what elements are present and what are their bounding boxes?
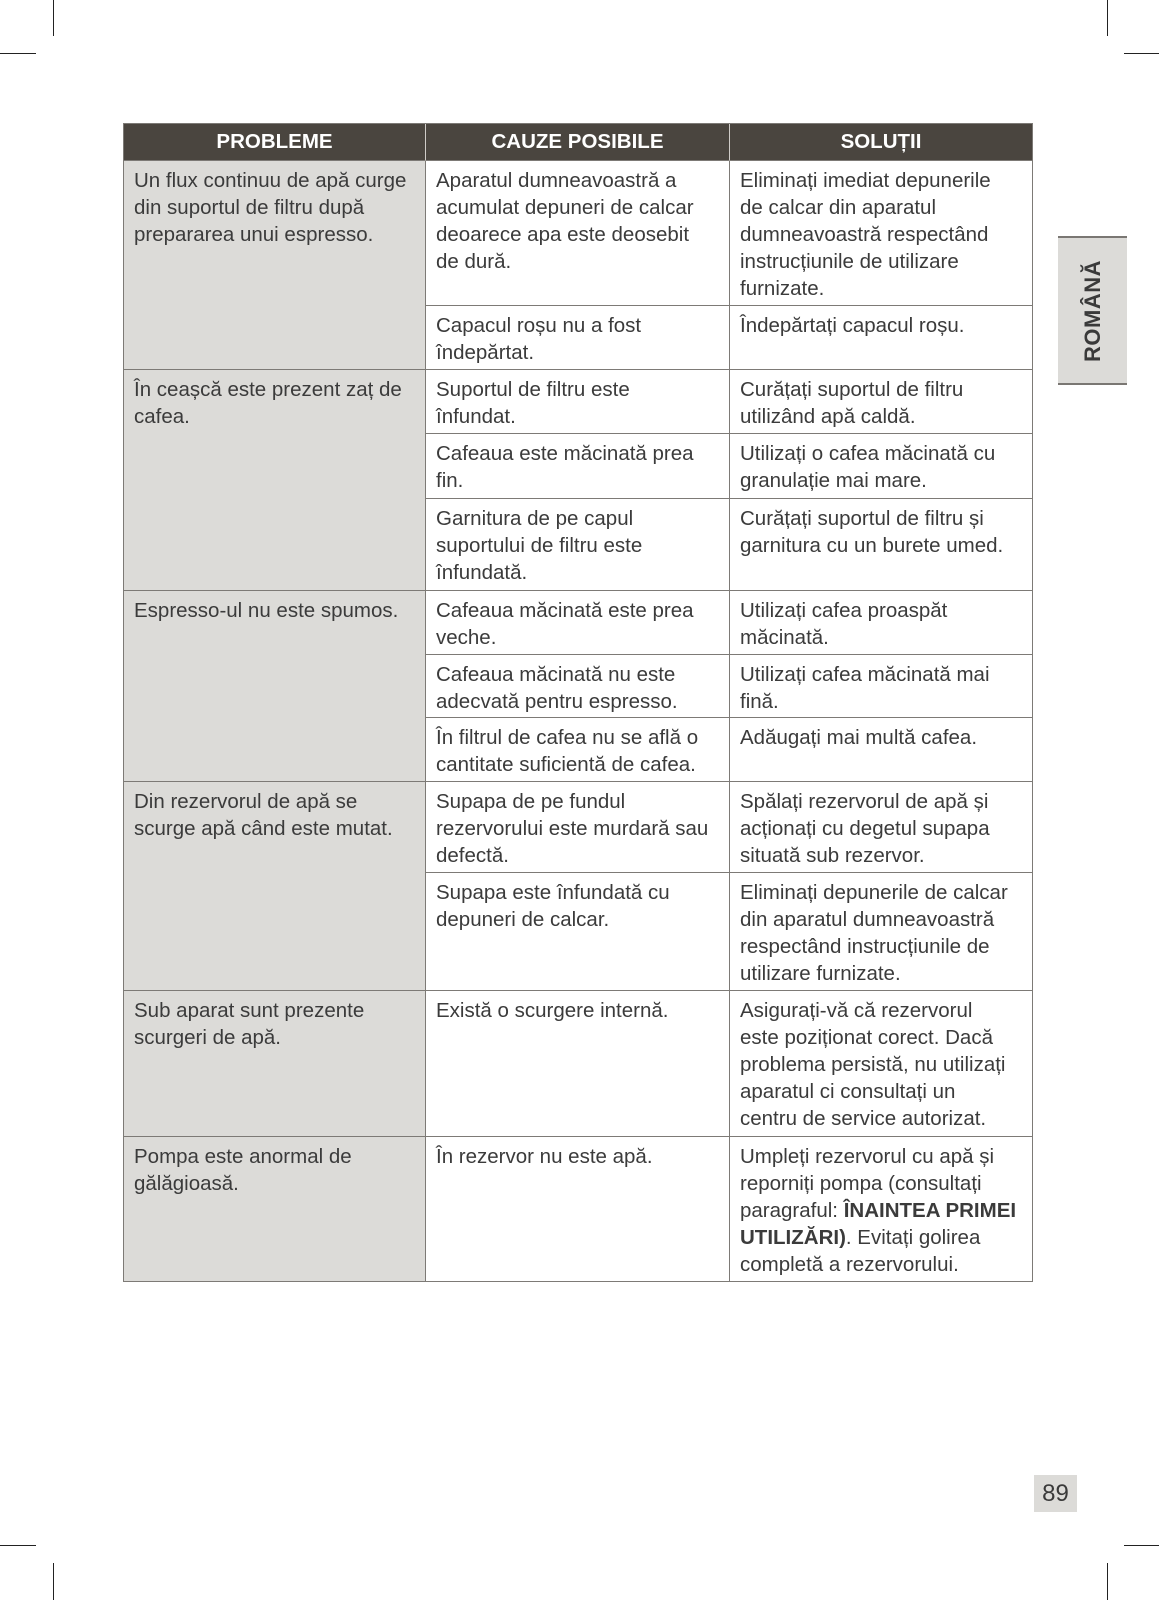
- crop-mark: [0, 1545, 36, 1546]
- solution-cell: Îndepărtați capacul roșu.: [730, 306, 1033, 370]
- solution-cell: Asigurați-vă că rezervorul este poziționat corect. Dacă problema persistă, nu utilizați aparatul ci consultați un centru de service autorizat.: [730, 991, 1033, 1137]
- solution-text: Umpleți rezervorul cu apă și reporniți pompa (consultați paragraful:: [740, 1145, 995, 1222]
- cause-cell: Supapa de pe fundul rezervorului este murdară sau defectă.: [426, 782, 730, 873]
- solution-cell: Utilizați cafea proaspăt măcinată.: [730, 591, 1033, 655]
- problem-cell: În ceașcă este prezent zaț de cafea.: [124, 370, 426, 591]
- header-problems: PROBLEME: [124, 124, 426, 161]
- cause-cell: Supapa este înfundată cu depuneri de calcar.: [426, 873, 730, 991]
- problem-cell: Pompa este anormal de gălăgioasă.: [124, 1137, 426, 1282]
- cause-cell: Cafeaua măcinată este prea veche.: [426, 591, 730, 655]
- cause-cell: Există o scurgere internă.: [426, 991, 730, 1137]
- solution-cell: Utilizați cafea măcinată mai fină.: [730, 655, 1033, 718]
- troubleshooting-table: [123, 123, 1033, 1282]
- header-causes: CAUZE POSIBILE: [426, 124, 730, 161]
- solution-cell: Curățați suportul de filtru și garnitura cu un burete umed.: [730, 499, 1033, 591]
- solution-reference-bold: ÎNAINTEA PRIMEI UTILIZĂRI): [740, 1199, 1017, 1249]
- crop-mark: [0, 53, 36, 54]
- crop-mark: [1124, 53, 1159, 54]
- cause-cell: În rezervor nu este apă.: [426, 1137, 730, 1282]
- crop-mark: [53, 1563, 54, 1600]
- solution-cell: Eliminați imediat depunerile de calcar din aparatul dumneavoastră respectând instrucțiunile de utilizare furnizate.: [730, 161, 1033, 306]
- crop-mark: [1107, 1563, 1108, 1600]
- problem-cell: Un flux continuu de apă curge din suportul de filtru după prepararea unui espresso.: [124, 161, 426, 370]
- crop-mark: [1107, 0, 1108, 36]
- language-tab: [1058, 236, 1127, 385]
- cause-cell: Suportul de filtru este înfundat.: [426, 370, 730, 434]
- solution-cell: [730, 1137, 1033, 1282]
- cause-cell: Aparatul dumneavoastră a acumulat depuneri de calcar deoarece apa este deosebit de dură.: [426, 161, 730, 306]
- solution-text: . Evitați golirea completă a rezervorului.: [740, 1226, 981, 1276]
- solution-cell: Adăugați mai multă cafea.: [730, 718, 1033, 782]
- crop-mark: [53, 0, 54, 36]
- header-solutions: SOLUȚII: [730, 124, 1033, 161]
- cause-cell: Capacul roșu nu a fost îndepărtat.: [426, 306, 730, 370]
- cause-cell: Garnitura de pe capul suportului de filtru este înfundată.: [426, 499, 730, 591]
- language-tab-label: ROMÂNĂ: [1079, 259, 1105, 362]
- crop-mark: [1124, 1545, 1159, 1546]
- problem-cell: Din rezervorul de apă se scurge apă când este mutat.: [124, 782, 426, 991]
- solution-cell: Utilizați o cafea măcinată cu granulație mai mare.: [730, 434, 1033, 499]
- page-number: 89: [1034, 1475, 1077, 1512]
- solution-cell: Spălați rezervorul de apă și acționați cu degetul supapa situată sub rezervor.: [730, 782, 1033, 873]
- problem-cell: Espresso-ul nu este spumos.: [124, 591, 426, 782]
- solution-cell: Eliminați depunerile de calcar din aparatul dumneavoastră respectând instrucțiunile de utilizare furnizate.: [730, 873, 1033, 991]
- problem-cell: Sub aparat sunt prezente scurgeri de apă.: [124, 991, 426, 1137]
- solution-cell: Curățați suportul de filtru utilizând apă caldă.: [730, 370, 1033, 434]
- cause-cell: Cafeaua este măcinată prea fin.: [426, 434, 730, 499]
- cause-cell: Cafeaua măcinată nu este adecvată pentru espresso.: [426, 655, 730, 718]
- cause-cell: În filtrul de cafea nu se află o cantitate suficientă de cafea.: [426, 718, 730, 782]
